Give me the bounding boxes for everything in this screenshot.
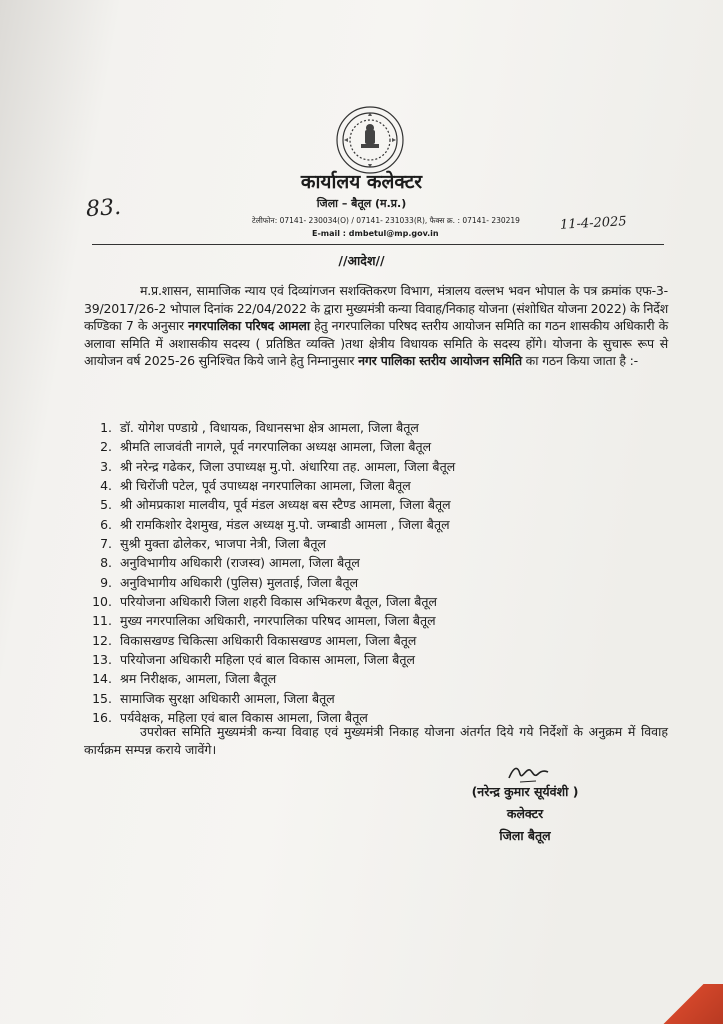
district-line: जिला – बैतूल (म.प्र.) — [316, 197, 407, 210]
list-item — [84, 553, 684, 572]
list-item — [84, 418, 684, 437]
list-item-number: 16. — [92, 710, 112, 726]
list-item — [84, 515, 684, 534]
committee-members-list — [84, 418, 684, 728]
list-item — [84, 689, 684, 708]
list-item-text: श्री नरेन्द्र गढेकर, जिला उपाध्यक्ष मु.पो. अंधारिया तह. आमला, जिला बैतूल — [120, 458, 456, 474]
list-item — [84, 611, 684, 630]
list-item-text: श्रीमति लाजवंती नागले, पूर्व नगरपालिका अध्यक्ष आमला, जिला बैतूल — [120, 439, 432, 455]
government-emblem-icon — [334, 104, 406, 176]
list-item-text: डॉ. योगेश पण्डाग्रे , विधायक, विधानसभा क्षेत्र आमला, जिला बैतूल — [120, 420, 419, 435]
paragraph-text-2: हेतु नगरपालिका परिषद स्तरीय आयोजन समिति का गठन शासकीय अधिकारी के अलावा समिति में अशासकीय सदस्य ( प्रतिष्ठित व्यक्ति )तथा क्षेत्रीय विधायक समिति के सदस्य होंगे। योजना के सुचारू रूप से आयोजन वर्ष 2025-26 सुनिश्चित किये जाने हेतु निम्नानुसार — [84, 318, 668, 368]
list-item — [84, 534, 684, 553]
office-title: कार्यालय कलेक्टर — [300, 171, 423, 193]
handwritten-date: 11-4-2025 — [559, 214, 628, 233]
list-item — [84, 592, 684, 611]
list-item-text: सामाजिक सुरक्षा अधिकारी आमला, जिला बैतूल — [120, 690, 335, 706]
header-divider — [92, 244, 664, 245]
list-item-text: विकासखण्ड चिकित्सा अधिकारी विकासखण्ड आमला, जिला बैतूल — [120, 632, 417, 648]
closing-paragraph: उपरोक्त समिति मुख्यमंत्री कन्या विवाह एवं मुख्यमंत्री निकाह योजना अंतर्गत दिये गये निर्देशों के अनुक्रम में विवाह कार्यक्रम सम्पन्न कराये जावेंगे। — [84, 724, 668, 757]
list-item-text: श्री चिरोंजी पटेल, पूर्व उपाध्यक्ष नगरपालिका आमला, जिला बैतूल — [120, 478, 411, 494]
list-item-text: श्रम निरीक्षक, आमला, जिला बैतूल — [120, 671, 277, 687]
list-item-number: 3. — [100, 458, 112, 474]
list-item — [84, 573, 684, 592]
signature-scribble-icon — [506, 762, 550, 784]
list-item-text: अनुविभागीय अधिकारी (राजस्व) आमला, जिला बैतूल — [120, 555, 360, 571]
list-item-number: 6. — [100, 516, 112, 532]
list-item — [84, 476, 684, 495]
signatory-designation: कलेक्टर — [506, 806, 544, 821]
list-item-number: 15. — [92, 690, 112, 706]
list-item — [84, 669, 684, 688]
list-item — [84, 437, 684, 456]
list-item-number: 7. — [100, 536, 112, 552]
list-item-number: 13. — [92, 652, 112, 668]
list-item-number: 11. — [92, 613, 112, 629]
order-heading: //आदेश// — [338, 253, 385, 268]
page-corner-accent — [663, 984, 723, 1024]
list-item-number: 1. — [100, 420, 112, 435]
list-item-text: परियोजना अधिकारी जिला शहरी विकास अभिकरण बैतूल, जिला बैतूल — [120, 594, 438, 610]
signatory-place: जिला बैतूल — [499, 828, 551, 843]
list-item-number: 8. — [100, 555, 112, 571]
list-item-text: पर्यवेक्षक, महिला एवं बाल विकास आमला, जिला बैतूल — [120, 710, 368, 726]
list-item — [84, 631, 684, 650]
list-item-text: श्री ओमप्रकाश मालवीय, पूर्व मंडल अध्यक्ष बस स्टैण्ड आमला, जिला बैतूल — [120, 497, 451, 513]
list-item — [84, 495, 684, 514]
paragraph-bold-2: नगर पालिका स्तरीय आयोजन समिति — [358, 353, 522, 368]
list-item-text: मुख्य नगरपालिका अधिकारी, नगरपालिका परिषद आमला, जिला बैतूल — [120, 613, 436, 629]
list-item-text: सुश्री मुक्ता ढोलेकर, भाजपा नेत्री, जिला बैतूल — [120, 536, 327, 552]
list-item-text: अनुविभागीय अधिकारी (पुलिस) मुलताई, जिला बैतूल — [120, 574, 359, 590]
email-line: E-mail : dmbetul@mp.gov.in — [312, 229, 439, 238]
paragraph-bold-1: नगरपालिका परिषद आमला — [188, 318, 310, 333]
list-item-text: श्री रामकिशोर देशमुख, मंडल अध्यक्ष मु.पो. जम्बाडी आमला , जिला बैतूल — [120, 516, 450, 532]
paragraph-text-3: का गठन किया जाता है :- — [521, 353, 638, 368]
list-item-number: 5. — [100, 497, 112, 513]
list-item-number: 4. — [100, 478, 112, 494]
list-item-text: परियोजना अधिकारी महिला एवं बाल विकास आमला, जिला बैतूल — [120, 652, 415, 668]
contact-line: टेलीफोन: 07141- 230034(O) / 07141- 231033(R), फैक्स क्र. : 07141- 230219 — [252, 216, 520, 225]
list-item — [84, 650, 684, 669]
list-item — [84, 457, 684, 476]
list-item-number: 2. — [100, 439, 112, 455]
list-item-number: 14. — [92, 671, 112, 687]
signatory-name: (नरेन्द्र कुमार सूर्यवंशी ) — [471, 784, 579, 799]
list-item-number: 12. — [92, 632, 112, 648]
paragraph-text-1: म.प्र.शासन, सामाजिक न्याय एवं दिव्यांगजन सशक्तिकरण विभाग, मंत्रालय वल्लभ भवन भोपाल के पत्र क्रमांक एफ-3-39/2017/26-2 भोपाल दिनांक 22/04/2022 के द्वारा मुख्यमंत्री कन्या विवाह/निकाह योजना (संशोधित योजना 2022) के निर्देश कण्डिका 7 के अनुसार — [84, 283, 668, 333]
list-item-number: 9. — [100, 574, 112, 590]
list-item-number: 10. — [92, 594, 112, 610]
handwritten-order-number: 83. — [85, 194, 122, 223]
order-paragraph — [84, 282, 668, 370]
